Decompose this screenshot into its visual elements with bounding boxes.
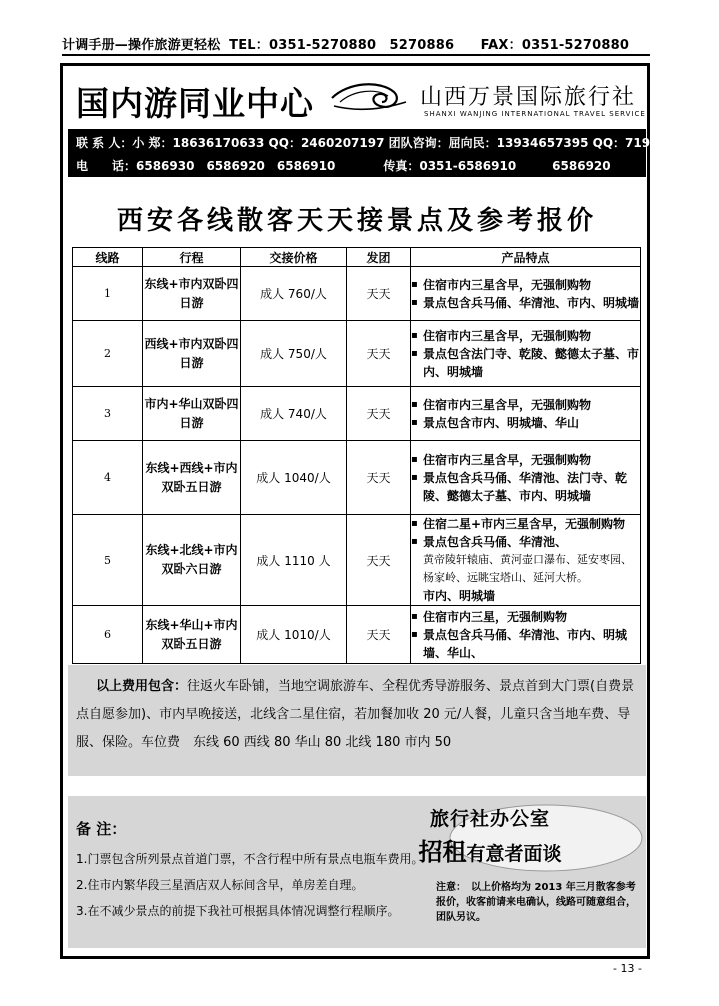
price-includes-box [68, 665, 646, 776]
route-price: 成人 740/人 [241, 387, 347, 441]
route-features [411, 267, 641, 321]
route-price: 成人 750/人 [241, 321, 347, 387]
notes-list [76, 846, 423, 924]
feature-item-detail: 黄帝陵轩辕庙、黄河壶口瀑布、延安枣园、杨家岭、远眺宝塔山、延河大桥。 [423, 553, 632, 584]
swirl-logo-icon [330, 76, 410, 116]
center-name: 国内游同业中心 [76, 84, 314, 123]
route-itinerary: 市内+华山双卧四日游 [143, 387, 241, 441]
feature-item: ▪ 景点包含法门寺、乾陵、懿德太子墓、市内、明城墙 [411, 345, 640, 381]
page-title: 西安各线散客天天接景点及参考报价 [116, 206, 597, 236]
route-itinerary: 东线+北线+市内双卧六日游 [143, 515, 241, 606]
route-price-table [72, 247, 641, 664]
route-no: 5 [73, 515, 143, 606]
table-row [73, 515, 641, 606]
feature-item: ▪ 景点包含市内、明城墙、华山 [411, 414, 640, 432]
route-features [411, 515, 641, 606]
col-header-itinerary: 行程 [143, 248, 241, 267]
route-no: 6 [73, 606, 143, 664]
feature-item-tail: 市内、明城墙 [423, 589, 496, 603]
table-row [73, 441, 641, 515]
route-features [411, 606, 641, 664]
route-features [411, 441, 641, 515]
route-departure: 天天 [347, 267, 411, 321]
note-item: 2.住市内繁华段三星酒店双人标间含早，单房差自理。 [76, 878, 364, 892]
route-departure: 天天 [347, 606, 411, 664]
table-row [73, 387, 641, 441]
col-header-departure: 发团 [347, 248, 411, 267]
route-price: 成人 1110 人 [241, 515, 347, 606]
table-header-row [73, 248, 641, 267]
col-header-features: 产品特点 [411, 248, 641, 267]
logo-row [68, 70, 646, 128]
route-departure: 天天 [347, 441, 411, 515]
feature-item: ▪ 景点包含兵马俑、华清池、市内、明城墙、华山、 [411, 626, 640, 662]
company-name-en: SHANXI WANJING INTERNATIONAL TRAVEL SERVICE [424, 110, 646, 118]
route-no: 1 [73, 267, 143, 321]
office-rent-highlight: 招租 [418, 838, 467, 866]
contact-bar [68, 129, 701, 177]
header-phone-fax: TEL：0351-5270880 5270886 FAX：0351-5270880 [229, 38, 630, 53]
top-header-bar [62, 34, 650, 56]
contact-line-2: 电 话：6586930 6586920 6586910 传真：0351-6586910 6586920 [76, 159, 611, 173]
notes-title: 备 注： [76, 820, 127, 838]
route-departure: 天天 [347, 321, 411, 387]
col-header-price: 交接价格 [241, 248, 347, 267]
company-name-cn: 山西万景国际旅行社 [420, 85, 637, 110]
office-rent-line-1: 旅行社办公室 [429, 808, 550, 830]
route-itinerary: 东线+西线+市内双卧五日游 [143, 441, 241, 515]
route-no: 3 [73, 387, 143, 441]
feature-item: ▪ 住宿市内三星含早，无强制购物 [411, 327, 640, 345]
feature-item: ▪ 景点包含兵马俑、华清池、市内、明城墙 [411, 294, 640, 312]
feature-item: ▪ 住宿市内三星，无强制购物 [411, 608, 640, 626]
route-departure: 天天 [347, 515, 411, 606]
note-item: 1.门票包含所列景点首道门票，不含行程中所有景点电瓶车费用。 [76, 852, 424, 866]
feature-item: ▪ 住宿市内三星含早，无强制购物 [411, 451, 640, 469]
includes-text: 往返火车卧铺，当地空调旅游车、全程优秀导游服务、景点首到大门票(自费景点自愿参加)、市内早晚接送，北线含二星住宿，若加餐加收 20 元/人餐，儿童只含当地车费、导服、保险。车位费 东线 60 西线 80 华山 80 北线 180 市内 50 [76, 679, 635, 750]
route-features [411, 387, 641, 441]
feature-item: ▪ 景点包含兵马俑、华清池、 [411, 533, 640, 551]
route-itinerary: 西线+市内双卧四日游 [143, 321, 241, 387]
route-itinerary: 东线+市内双卧四日游 [143, 267, 241, 321]
table-row [73, 267, 641, 321]
feature-item: ▪ 住宿市内三星含早，无强制购物 [411, 276, 640, 294]
route-no: 2 [73, 321, 143, 387]
header-slogan: 计调手册—操作旅游更轻松 [62, 38, 221, 53]
route-departure: 天天 [347, 387, 411, 441]
route-features [411, 321, 641, 387]
feature-item: ▪ 住宿二星+市内三星含早，无强制购物 [411, 515, 640, 533]
includes-lead: 以上费用包含： [96, 679, 188, 694]
attention-note: 注意： 以上价格均为 2013 年三月散客参考报价，收客前请来电确认，线路可随意组合，团队另议。 [436, 882, 636, 923]
col-header-route-no: 线路 [73, 248, 143, 267]
feature-item: ▪ 景点包含兵马俑、华清池、法门寺、乾陵、懿德太子墓、市内、明城墙 [411, 469, 640, 505]
table-row [73, 321, 641, 387]
page-number: - 13 - [613, 962, 642, 975]
office-rent-line-2 [400, 832, 580, 867]
route-price: 成人 1010/人 [241, 606, 347, 664]
office-rent-rest: 有意者面谈 [466, 843, 562, 865]
route-no: 4 [73, 441, 143, 515]
contact-line-1: 联 系 人：小 郑：18636170633 QQ：2460207197 团队咨询：屈向民：13934657395 QQ：719328599 [76, 136, 701, 150]
route-price: 成人 760/人 [241, 267, 347, 321]
feature-item: ▪ 住宿市内三星含早，无强制购物 [411, 396, 640, 414]
note-item: 3.在不减少景点的前提下我社可根据具体情况调整行程顺序。 [76, 904, 400, 918]
route-itinerary: 东线+华山+市内双卧五日游 [143, 606, 241, 664]
route-price: 成人 1040/人 [241, 441, 347, 515]
table-row [73, 606, 641, 664]
